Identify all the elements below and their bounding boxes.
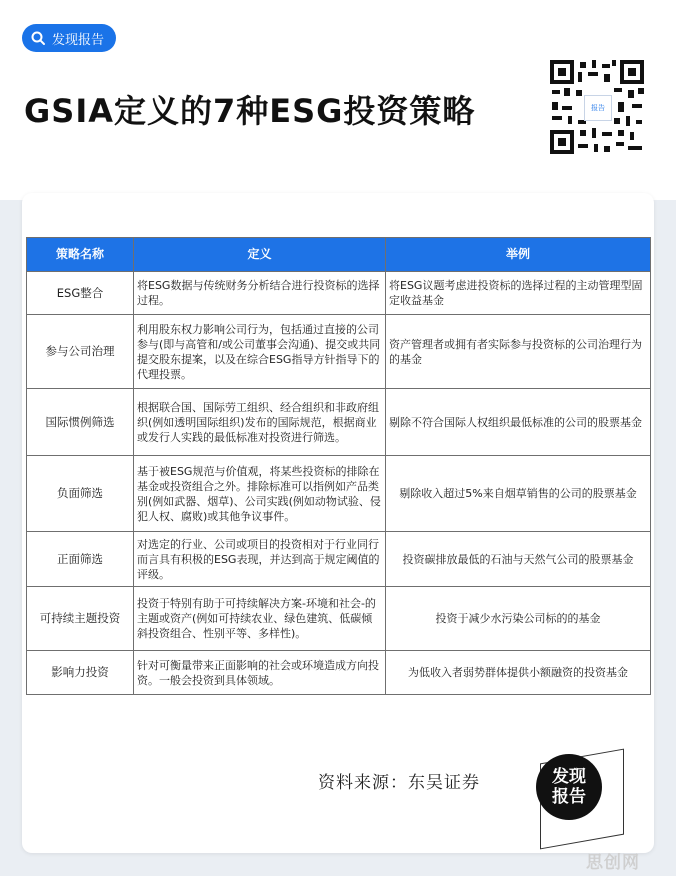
table-row <box>27 456 651 532</box>
badge-line-1: 发现 <box>552 767 586 787</box>
strategy-name: 国际惯例筛选 <box>27 389 134 456</box>
table-row <box>27 651 651 695</box>
search-icon <box>30 30 46 46</box>
table-row <box>27 315 651 389</box>
strategy-definition: 投资于特别有助于可持续解决方案-环境和社会-的主题或资产(例如可持续农业、绿色建筑、低碳倾斜投资组合、性别平等、多样性)。 <box>134 587 386 651</box>
table-row <box>27 532 651 587</box>
esg-strategy-table <box>26 237 651 695</box>
strategy-example: 资产管理者或拥有者实际参与投资标的公司治理行为的基金 <box>386 315 651 389</box>
report-badge[interactable] <box>530 748 622 840</box>
strategy-definition: 利用股东权力影响公司行为，包括通过直接的公司参与(即与高管和/或公司董事会沟通)、提交或共同提交股东提案，以及在综合ESG指导方针指导下的代理投票。 <box>134 315 386 389</box>
strategy-example: 为低收入者弱势群体提供小额融资的投资基金 <box>386 651 651 695</box>
qr-code[interactable] <box>548 58 646 156</box>
strategy-example: 剔除收入超过5%来自烟草销售的公司的股票基金 <box>386 456 651 532</box>
strategy-definition: 对选定的行业、公司或项目的投资相对于行业同行而言具有积极的ESG表现，并达到高于规定阈值的评级。 <box>134 532 386 587</box>
brand-tag-label: 发现报告 <box>52 32 105 48</box>
watermark: 思创网 <box>586 853 640 873</box>
strategy-definition: 将ESG数据与传统财务分析结合进行投资标的选择过程。 <box>134 272 386 315</box>
strategy-definition: 根据联合国、国际劳工组织、经合组织和非政府组织(例如透明国际组织)发布的国际规范，根据商业或发行人实践的最低标准对投资进行筛选。 <box>134 389 386 456</box>
badge-line-2: 报告 <box>552 787 586 807</box>
qr-center-logo: 报告 <box>584 95 612 121</box>
page-header <box>0 0 676 200</box>
table-header-row <box>27 238 651 272</box>
strategy-definition: 针对可衡量带来正面影响的社会或环境造成方向投资。一般会投资到具体领域。 <box>134 651 386 695</box>
strategy-example: 投资碳排放最低的石油与天然气公司的股票基金 <box>386 532 651 587</box>
column-header-example: 举例 <box>386 238 651 272</box>
column-header-name: 策略名称 <box>27 238 134 272</box>
strategy-name: ESG整合 <box>27 272 134 315</box>
strategy-name: 参与公司治理 <box>27 315 134 389</box>
strategy-name: 影响力投资 <box>27 651 134 695</box>
strategy-name: 正面筛选 <box>27 532 134 587</box>
page-title: GSIA定义的7种ESG投资策略 <box>24 92 476 130</box>
brand-tag[interactable] <box>22 24 116 52</box>
source-note: 资料来源：东吴证券 <box>318 773 480 793</box>
badge-circle <box>536 754 602 820</box>
table-row <box>27 587 651 651</box>
column-header-definition: 定义 <box>134 238 386 272</box>
strategy-example: 剔除不符合国际人权组织最低标准的公司的股票基金 <box>386 389 651 456</box>
table-row <box>27 272 651 315</box>
strategy-definition: 基于被ESG规范与价值观，将某些投资标的排除在基金或投资组合之外。排除标准可以指例如产品类别(例如武器、烟草)、公司实践(例如动物试验、侵犯人权、腐败)或其他争议事件。 <box>134 456 386 532</box>
strategy-example: 将ESG议题考虑进投资标的选择过程的主动管理型固定收益基金 <box>386 272 651 315</box>
strategy-name: 可持续主题投资 <box>27 587 134 651</box>
strategy-name: 负面筛选 <box>27 456 134 532</box>
strategy-example: 投资于减少水污染公司标的的基金 <box>386 587 651 651</box>
table-row <box>27 389 651 456</box>
